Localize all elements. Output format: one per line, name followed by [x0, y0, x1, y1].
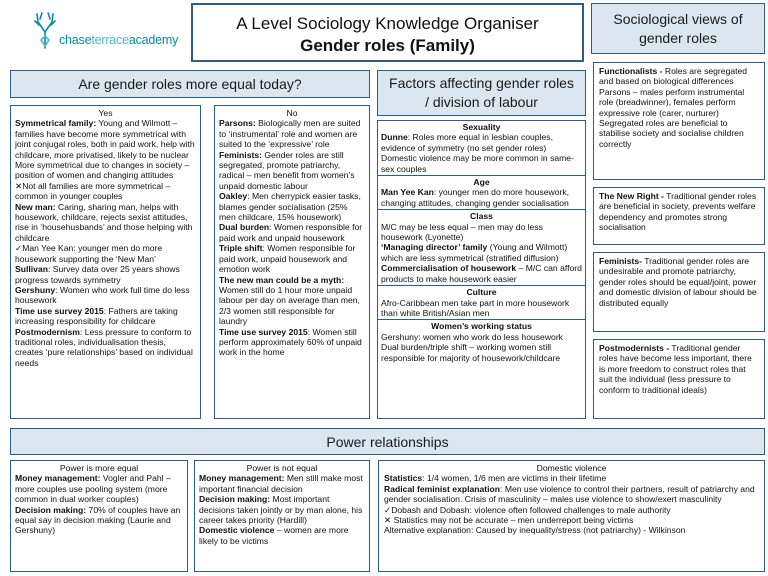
feminists-panel — [593, 252, 765, 332]
sexuality-section — [378, 121, 585, 175]
equal-decision-text: Decision making: 70% of couples have an equal say in decision making (Laurie and Gershuny) — [15, 504, 181, 536]
domestic-violence-panel — [378, 460, 765, 572]
school-name: chaseterraceacademy — [59, 33, 179, 47]
no-time-use-survey-text: Time use survey 2015: Women still perform approximately 60% of unpaid work in the home — [219, 326, 362, 358]
yes-panel — [10, 105, 201, 419]
title-line-1: A Level Sociology Knowledge Organiser — [236, 14, 539, 33]
deer-antler-icon — [34, 10, 56, 50]
culture-section — [378, 285, 585, 319]
dobash-text: ✓Dobash and Dobash: violence often followed challenges to male authority — [384, 504, 671, 515]
sullivan-text: Sullivan: Survey data over 25 years shows progress towards symmetry — [15, 264, 180, 285]
age-text: Man Yee Kan: younger men do more housework, changing attitudes, changing gender socialisation — [381, 187, 570, 208]
functionalists-parsons: Parsons – males perform instrumental role (breadwinner), females perform expressive role (carer, nurturer) — [599, 86, 745, 118]
commercialisation-text: Commercialisation of housework – M/C can afford products to make housework easier — [381, 263, 582, 284]
sociological-views-header: Sociological views of gender roles — [591, 3, 765, 54]
sexuality-title: Sexuality — [462, 122, 501, 132]
yes-line-5: ✓Man Yee Kan: younger men do more housework supporting the ‘New Man’ — [15, 243, 163, 264]
dv-statistics-text: Statistics: 1/4 women, 1/6 men are victims in their lifetime — [384, 473, 607, 484]
not-equal-dv-text: Domestic violence – women are more likely to be victims — [199, 525, 349, 546]
factors-panel — [377, 120, 586, 419]
working-status-section — [378, 319, 585, 364]
power-relationships-header: Power relationships — [10, 428, 765, 455]
dunne-text: Dunne: Roles more equal in lesbian couples, evidence of symmetry (no set gender roles) — [381, 132, 553, 153]
title-line-2: Gender roles (Family) — [300, 36, 475, 55]
power-equal-title: Power is more equal — [59, 463, 139, 473]
new-right-panel — [593, 187, 765, 245]
not-equal-decision-text: Decision making: Most important decisions taken jointly or by man alone, his career takes priority (Hardill) — [199, 494, 363, 526]
power-not-equal-panel — [194, 460, 370, 572]
parsons-text: Parsons: Biologically men are suited to ‘instrumental’ role and women are suited to the ‘expressive’ role — [219, 118, 361, 150]
triple-shift-text: Triple shift: Women responsible for paid work, unpaid housework and emotion work — [219, 243, 356, 275]
alternative-explanation-text: Alternative explanation: Caused by inequality/stress (not patriarchy) - Wilkinson — [384, 525, 686, 536]
page-title — [191, 3, 584, 62]
postmodernism-text: Postmodernism: Less pressure to conform to traditional roles, individualisation thesis, creates ‘pure relationships’ based on individual needs — [15, 326, 193, 368]
culture-line-1: Afro-Caribbean men take part in more housework than white British/Asian men — [381, 297, 570, 318]
dual-burden-text: Dual burden: Women responsible for paid work and unpaid housework — [219, 222, 363, 243]
gershuny-text: Gershuny: Women who work full time do less housework — [15, 284, 190, 306]
domestic-violence-title: Domestic violence — [536, 463, 607, 473]
new-right-text: The New Right - Traditional gender roles are beneficial in society, prevents welfare dependency and promotes strong socialisation — [599, 191, 757, 233]
postmodernists-panel — [593, 339, 765, 419]
working-line-2: Dual burden/triple shift – working women still responsible for majority of housework/childcare — [381, 342, 561, 363]
functionalists-text: Functionalists - Roles are segregated and based on biological differences — [599, 66, 748, 87]
class-line-1: M/C may be less equal – men may do less housework (Lyonette) — [381, 221, 543, 243]
feminists-view-text: Feminists- Traditional gender roles are undesirable and promote patriarchy, gender roles should be equal/joint, power and domestic division of labour should be distributed equally — [599, 256, 757, 308]
symmetrical-family-text: Symmetrical family: Young and Wilmott – families have become more symmetrical with joint conjugal roles, both in paid work, help with childcare, more privatised, likely to be nuclear — [15, 118, 195, 160]
equal-today-header: Are gender roles more equal today? — [10, 70, 370, 98]
managing-director-text: ‘Managing director’ family (Young and Wilmott) which are less symmetrical (stratified diffusion) — [381, 242, 568, 263]
functionalists-benefit: Segregated roles are beneficial to stabilise society and socialise children correctly — [599, 118, 744, 149]
factors-header: Factors affecting gender roles / division of labour — [377, 70, 586, 116]
no-title: No — [286, 108, 298, 118]
yes-line-3: ✕Not all families are more symmetrical – common in younger couples — [15, 180, 171, 202]
time-use-survey-text: Time use survey 2015: Fathers are taking increasing responsibility for childcare — [15, 305, 178, 327]
new-man-text: New man: Caring, sharing man, helps with housework, childcare, rejects sexist attitudes, rise in ‘househusbands’ and those helping with childcare — [15, 201, 193, 243]
new-man-myth-text: The new man could be a myth: Women still do 1 hour more unpaid labour per day on average than men, 2/3 women still responsible for laundry — [219, 274, 360, 327]
postmodernists-text: Postmodernists - Traditional gender roles have become less important, there is more freedom to construct roles that suit the individual (less pressure to conform to traditional ideals) — [599, 343, 752, 395]
radical-feminist-text: Radical feminist explanation: Men use violence to control their partners, result of patriarchy and gender socialisation. Crisis of masculinity – males use violence to show/exert masculinity — [384, 483, 755, 505]
yes-line-2: More symmetrical due to changes in society – position of women and changing attitudes — [15, 160, 190, 181]
sexuality-line-2: Domestic violence may be more common in same-sex couples — [381, 153, 574, 174]
working-line-1: Gershuny: women who work do less housework — [381, 331, 563, 342]
culture-title: Culture — [466, 287, 497, 298]
class-section — [378, 209, 585, 285]
not-equal-money-text: Money management: Men still make most important financial decision — [199, 473, 363, 494]
oakley-text: Oakley: Men cherrypick easier tasks, blames gender socialisation (25% men childcare, 15% housework) — [219, 191, 361, 223]
school-logo — [0, 0, 190, 62]
yes-title: Yes — [98, 108, 113, 118]
equal-money-text: Money management: Vogler and Pahl – more couples use pooling system (more common in dual worker couples) — [15, 473, 171, 505]
age-title: Age — [473, 177, 490, 188]
functionalists-panel — [593, 62, 765, 180]
class-title: Class — [470, 211, 493, 222]
statistics-accuracy-text: ✕ Statistics may not be accurate – men underreport being victims — [384, 515, 634, 526]
power-not-equal-title: Power is not equal — [246, 463, 318, 473]
feminists-text: Feminists: Gender roles are still segregated, promote patriarchy, radical – men benefit from women’s unpaid domestic labour — [219, 149, 355, 191]
working-status-title: Women’s working status — [431, 321, 532, 332]
power-equal-panel — [10, 460, 188, 572]
age-section — [378, 175, 585, 209]
no-panel — [214, 105, 370, 419]
